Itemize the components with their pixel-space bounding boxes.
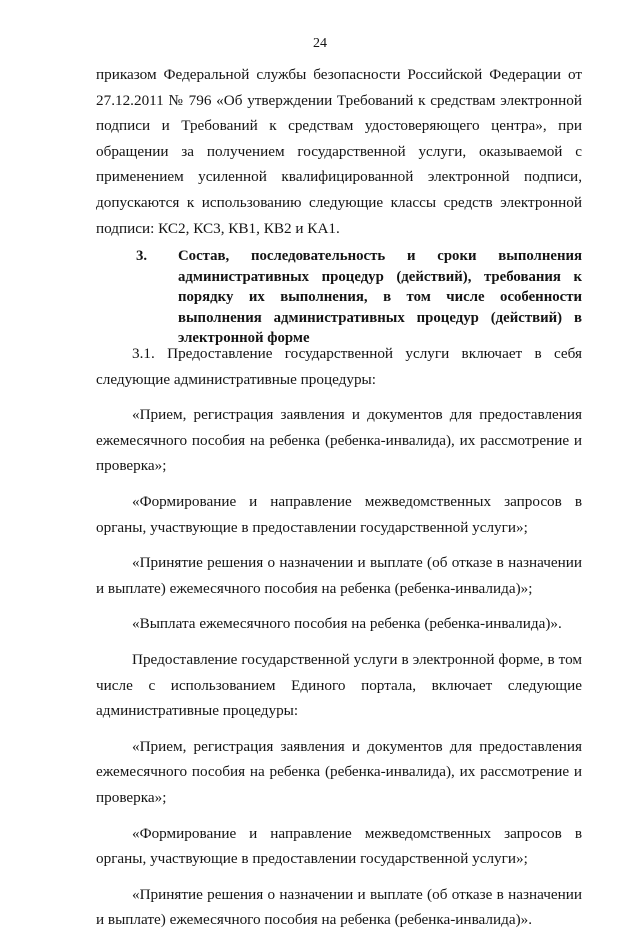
procedure-item: «Принятие решения о назначении и выплате (об отказе в назначении и выплате) ежемесячного пособия на ребенка (ребенка-инвалида)». bbox=[96, 885, 582, 929]
procedure-item: «Формирование и направление межведомственных запросов в органы, участвующие в предоставлении государственной услуги»; bbox=[96, 824, 582, 868]
section-title: Состав, последовательность и сроки выполнения административных процедур (действий), требования к порядку их выполнения, в том числе особенности выполнения административных процедур (действий) в электронной форме bbox=[178, 248, 582, 346]
procedure-item: «Формирование и направление межведомственных запросов в органы, участвующие в предоставлении государственной услуги»; bbox=[96, 492, 582, 536]
procedure-item: «Выплата ежемесячного пособия на ребенка (ребенка-инвалида)». bbox=[132, 615, 562, 633]
section-number: 3. bbox=[136, 248, 148, 264]
procedure-item: «Прием, регистрация заявления и документов для предоставления ежемесячного пособия на ребенка (ребенка-инвалида), их рассмотрение и проверка»; bbox=[96, 737, 582, 806]
section-heading bbox=[96, 246, 582, 349]
intro-block bbox=[96, 62, 582, 241]
intro-paragraph: приказом Федеральной службы безопасности Российской Федерации от 27.12.2011 № 796 «Об утверждении Требований к средствам электронной подписи и Требований к средствам удостоверяющего центра», при обращении за получением государственной услуги, оказываемой с применением усиленной квалифицированной электронной подписи, допускаются к использованию следующие классы средств электронной подписи: КС2, КС3, КВ1, КВ2 и КА1. bbox=[96, 66, 582, 237]
procedure-item: «Принятие решения о назначении и выплате (об отказе в назначении и выплате) ежемесячного пособия на ребенка (ребенка-инвалида)»; bbox=[96, 554, 582, 597]
electronic-form-paragraph: Предоставление государственной услуги в электронной форме, в том числе с использованием Единого портала, включает следующие административные процедуры: bbox=[96, 650, 582, 720]
main-body bbox=[96, 341, 582, 933]
procedure-item: «Прием, регистрация заявления и документов для предоставления ежемесячного пособия на ребенка (ребенка-инвалида), их рассмотрение и проверка»; bbox=[96, 406, 582, 475]
paragraph-3-1: 3.1. Предоставление государственной услуги включает в себя следующие административные процедуры: bbox=[96, 345, 582, 388]
page-number: 24 bbox=[313, 36, 327, 51]
